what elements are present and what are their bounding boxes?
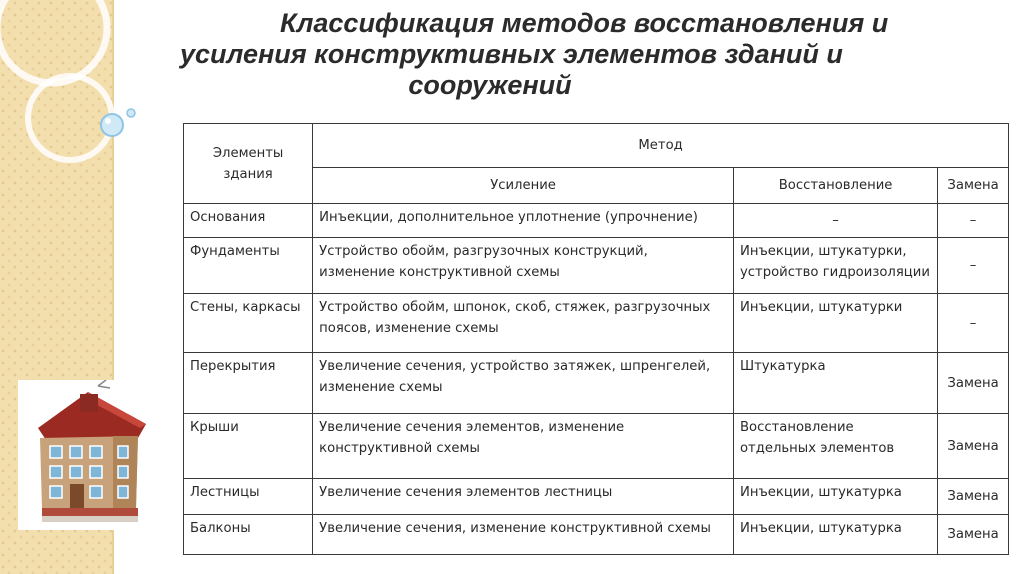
methods-table-container: [183, 123, 1009, 555]
cell-strengthening: Устройство обойм, разгрузочных конструкций, изменение конструктивной схемы: [313, 237, 734, 294]
cell-restoration: Инъекции, штукатурка: [733, 515, 937, 555]
house-illustration-icon: [18, 380, 158, 530]
header-replacement: Замена: [938, 168, 1009, 204]
table-row: [184, 414, 1009, 479]
decorative-rings: [0, 0, 180, 200]
title-line-1: Классификация методов восстановления и: [280, 8, 889, 38]
table-row: [184, 515, 1009, 555]
cell-replacement: Замена: [938, 353, 1009, 414]
title-line-2: усиления конструктивных элементов зданий и: [180, 39, 843, 69]
cell-replacement: Замена: [938, 479, 1009, 515]
cell-replacement: –: [938, 237, 1009, 294]
table-row: [184, 353, 1009, 414]
cell-replacement: Замена: [938, 414, 1009, 479]
cell-element: Лестницы: [184, 479, 313, 515]
cell-element: Основания: [184, 204, 313, 238]
cell-restoration: Инъекции, штукатурки: [733, 294, 937, 353]
cell-element: Стены, каркасы: [184, 294, 313, 353]
header-method: Метод: [313, 124, 1009, 168]
cell-strengthening: Увеличение сечения, изменение конструктивной схемы: [313, 515, 734, 555]
cell-element: Крыши: [184, 414, 313, 479]
cell-restoration: Штукатурка: [733, 353, 937, 414]
table-row: [184, 204, 1009, 238]
cell-strengthening: Устройство обойм, шпонок, скоб, стяжек, разгрузочных поясов, изменение схемы: [313, 294, 734, 353]
cell-replacement: –: [938, 294, 1009, 353]
cell-restoration: Восстановление отдельных элементов: [733, 414, 937, 479]
header-elements: Элементы здания: [184, 124, 313, 204]
title-line-3: сооружений: [408, 70, 572, 100]
cell-strengthening: Инъекции, дополнительное уплотнение (упрочнение): [313, 204, 734, 238]
small-bubble-icon: [127, 109, 135, 117]
cell-restoration: Инъекции, штукатурки, устройство гидроизоляции: [733, 237, 937, 294]
cell-element: Перекрытия: [184, 353, 313, 414]
cell-restoration: Инъекции, штукатурка: [733, 479, 937, 515]
table-row: [184, 479, 1009, 515]
slide-title: [180, 8, 980, 101]
bubble-icon: [101, 114, 123, 136]
cell-element: Фундаменты: [184, 237, 313, 294]
cell-restoration: –: [733, 204, 937, 238]
header-restoration: Восстановление: [733, 168, 937, 204]
cell-replacement: –: [938, 204, 1009, 238]
cell-strengthening: Увеличение сечения, устройство затяжек, шпренгелей, изменение схемы: [313, 353, 734, 414]
table-row: [184, 237, 1009, 294]
header-strengthening: Усиление: [313, 168, 734, 204]
cell-strengthening: Увеличение сечения элементов лестницы: [313, 479, 734, 515]
cell-replacement: Замена: [938, 515, 1009, 555]
methods-table: [183, 123, 1009, 555]
cell-strengthening: Увеличение сечения элементов, изменение конструктивной схемы: [313, 414, 734, 479]
cell-element: Балконы: [184, 515, 313, 555]
table-row: [184, 294, 1009, 353]
